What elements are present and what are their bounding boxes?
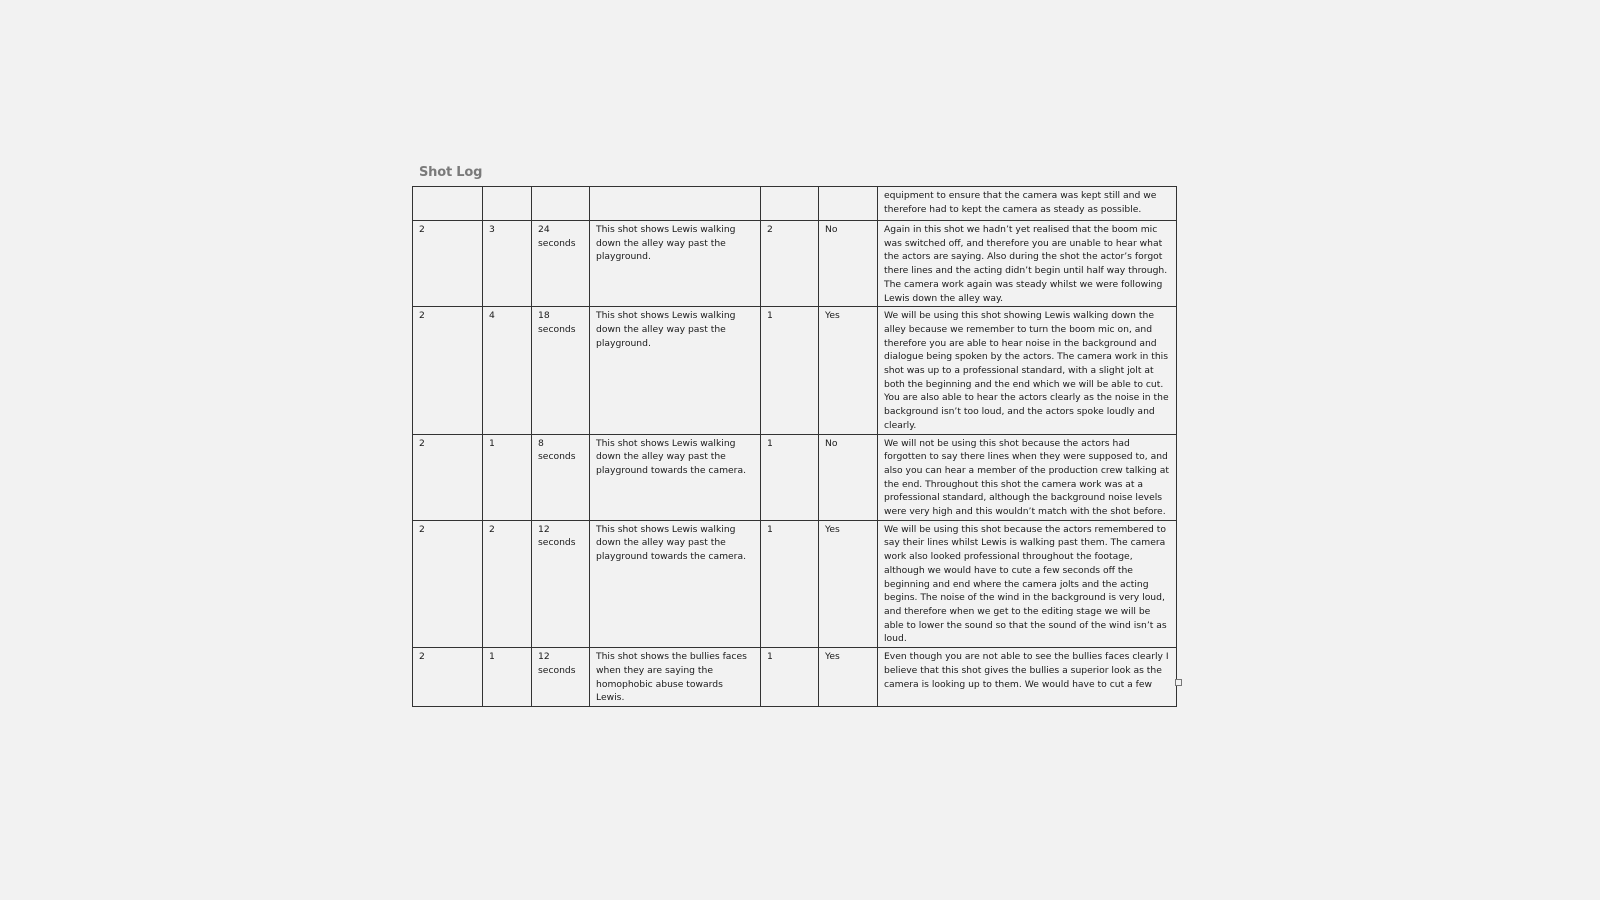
- shot-cell: 1: [483, 648, 532, 707]
- description-cell: [590, 187, 761, 221]
- table-row: [413, 307, 1177, 434]
- comment-cell: Again in this shot we hadn’t yet realised that the boom mic was switched off, and therefore you are unable to hear what the actors are saying. Also during the shot the actor’s forgot there lines and the acting didn’t begin until half way through. The camera work again was steady whilst we were following Lewis down the alley way.: [878, 221, 1177, 307]
- duration-cell: [532, 187, 590, 221]
- scene-cell: 2: [413, 648, 483, 707]
- shot-log-table: [412, 186, 1177, 707]
- page-title: Shot Log: [419, 165, 483, 180]
- comment-cell: We will be using this shot because the actors remembered to say their lines whilst Lewis is walking past them. The camera work also looked professional throughout the footage, although we would have to cute a few seconds off the beginning and end where the camera jolts and the acting begins. The noise of the wind in the background is very loud, and therefore when we get to the editing stage we will be able to lower the sound so that the sound of the wind isn’t as loud.: [878, 520, 1177, 647]
- description-cell: This shot shows Lewis walking down the alley way past the playground towards the camera.: [590, 520, 761, 647]
- scene-cell: 2: [413, 221, 483, 307]
- comment-cell: We will not be using this shot because the actors had forgotten to say there lines when they were supposed to, and also you can hear a member of the production crew talking at the end. Throughout this shot the camera work was at a professional standard, although the background noise levels were very high and this wouldn’t match with the shot before.: [878, 434, 1177, 520]
- duration-cell: 24 seconds: [532, 221, 590, 307]
- duration-cell: 12 seconds: [532, 648, 590, 707]
- take-cell: 1: [761, 434, 819, 520]
- comment-cell: equipment to ensure that the camera was kept still and we therefore had to kept the camera as steady as possible.: [878, 187, 1177, 221]
- use-cell: No: [819, 221, 878, 307]
- use-cell: [819, 187, 878, 221]
- comment-cell: We will be using this shot showing Lewis walking down the alley because we remember to turn the boom mic on, and therefore you are able to hear noise in the background and dialogue being spoken by the actors. The camera work in this shot was up to a professional standard, with a slight jolt at both the beginning and the end which we will be able to cut. You are also able to hear the actors clearly as the noise in the background isn’t too loud, and the actors spoke loudly and clearly.: [878, 307, 1177, 434]
- take-cell: [761, 187, 819, 221]
- take-cell: 2: [761, 221, 819, 307]
- scene-cell: [413, 187, 483, 221]
- scene-cell: 2: [413, 520, 483, 647]
- table-row: [413, 648, 1177, 707]
- duration-cell: 18 seconds: [532, 307, 590, 434]
- shot-cell: 4: [483, 307, 532, 434]
- table-row: [413, 520, 1177, 647]
- use-cell: Yes: [819, 648, 878, 707]
- scene-cell: 2: [413, 434, 483, 520]
- table-row: [413, 221, 1177, 307]
- take-cell: 1: [761, 648, 819, 707]
- table-resize-handle[interactable]: [1175, 679, 1182, 686]
- shot-cell: 1: [483, 434, 532, 520]
- use-cell: Yes: [819, 520, 878, 647]
- duration-cell: 12 seconds: [532, 520, 590, 647]
- description-cell: This shot shows Lewis walking down the alley way past the playground towards the camera.: [590, 434, 761, 520]
- take-cell: 1: [761, 307, 819, 434]
- shot-cell: 2: [483, 520, 532, 647]
- duration-cell: 8 seconds: [532, 434, 590, 520]
- description-cell: This shot shows Lewis walking down the alley way past the playground.: [590, 221, 761, 307]
- use-cell: No: [819, 434, 878, 520]
- take-cell: 1: [761, 520, 819, 647]
- table-row: [413, 187, 1177, 221]
- use-cell: Yes: [819, 307, 878, 434]
- scene-cell: 2: [413, 307, 483, 434]
- comment-cell: Even though you are not able to see the bullies faces clearly I believe that this shot gives the bullies a superior look as the camera is looking up to them. We would have to cut a few: [878, 648, 1177, 707]
- description-cell: This shot shows Lewis walking down the alley way past the playground.: [590, 307, 761, 434]
- description-cell: This shot shows the bullies faces when they are saying the homophobic abuse towards Lewis.: [590, 648, 761, 707]
- table-row: [413, 434, 1177, 520]
- shot-cell: 3: [483, 221, 532, 307]
- shot-cell: [483, 187, 532, 221]
